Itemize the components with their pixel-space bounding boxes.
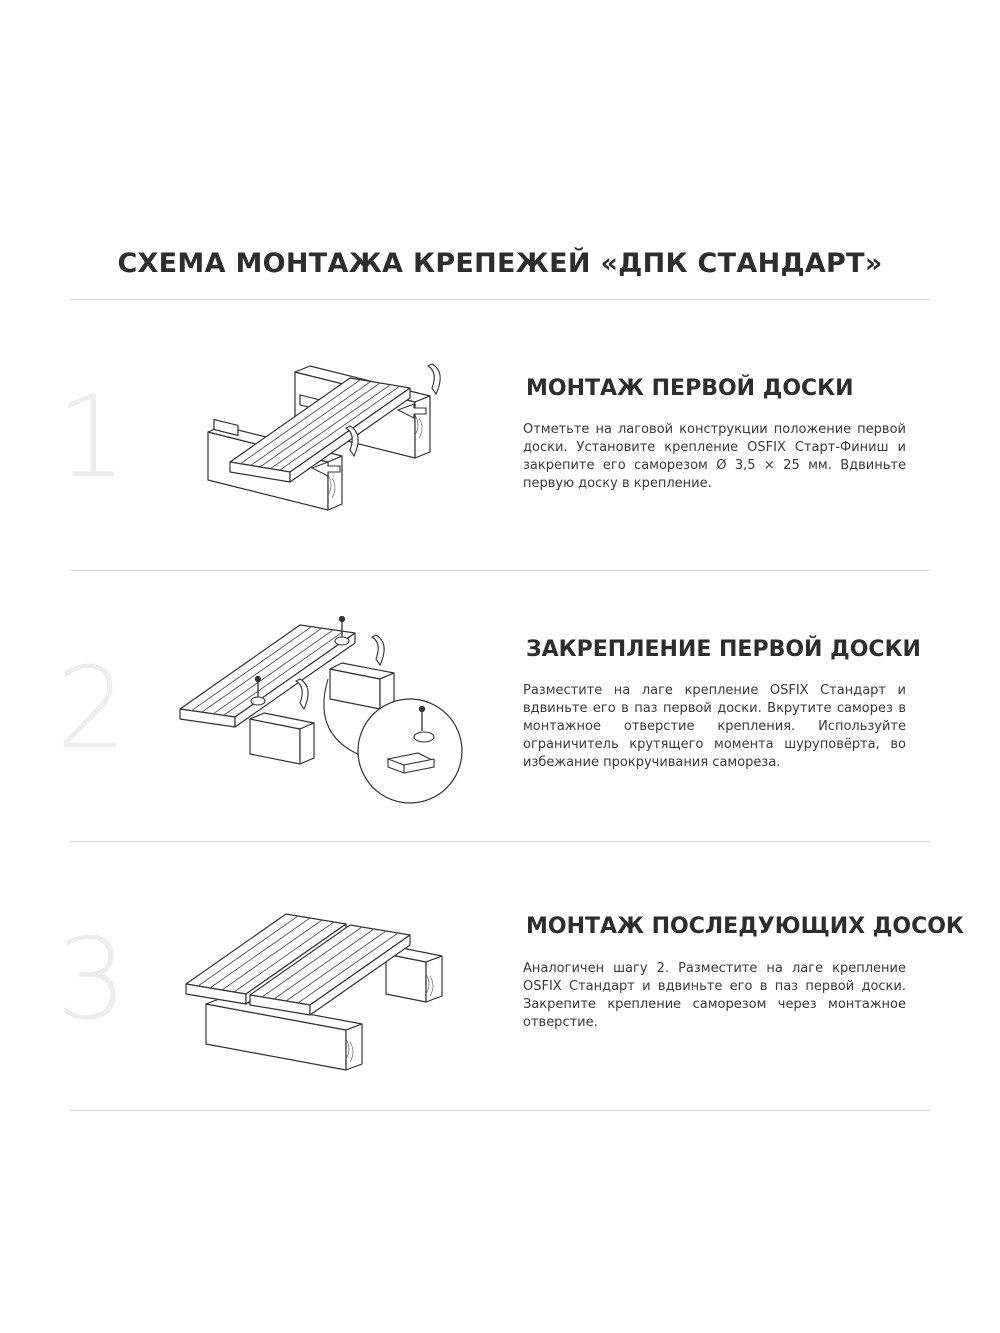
step-number: 2 bbox=[56, 644, 128, 774]
step-1-illustration bbox=[200, 360, 460, 520]
step-heading: ЗАКРЕПЛЕНИЕ ПЕРВОЙ ДОСКИ bbox=[526, 637, 921, 662]
step-3 bbox=[0, 842, 1000, 1112]
step-2-illustration bbox=[180, 619, 470, 819]
divider-bottom bbox=[70, 1110, 930, 1111]
step-description: Разместите на лаге крепление OSFIX Стандарт и вдвиньте его в паз первой доски. Вкрутите саморез в монтажное отверстие крепления. Используйте ограничитель крутящего момента шуруповёрта, во избежание прокручивания самореза. bbox=[523, 683, 906, 770]
step-description: Аналогичен шагу 2. Разместите на лаге крепление OSFIX Стандарт и вдвиньте его в паз первой доски. Закрепите крепление саморезом через монтажное отверстие. bbox=[523, 961, 906, 1030]
step-3-illustration bbox=[186, 904, 456, 1084]
step-description: Отметьте на лаговой конструкции положение первой доски. Установите крепление OSFIX Старт-Финиш и закрепите его саморезом Ø 3,5 × 25 мм. Вдвиньте первую доску в крепление. bbox=[523, 422, 906, 491]
page-title: СХЕМА МОНТАЖА КРЕПЕЖЕЙ «ДПК СТАНДАРТ» bbox=[117, 248, 883, 279]
step-number: 3 bbox=[56, 915, 128, 1045]
step-heading: МОНТАЖ ПЕРВОЙ ДОСКИ bbox=[526, 376, 854, 401]
step-heading: МОНТАЖ ПОСЛЕДУЮЩИХ ДОСОК bbox=[526, 914, 964, 939]
step-number: 1 bbox=[56, 373, 128, 503]
step-2 bbox=[0, 571, 1000, 841]
step-1 bbox=[0, 300, 1000, 570]
